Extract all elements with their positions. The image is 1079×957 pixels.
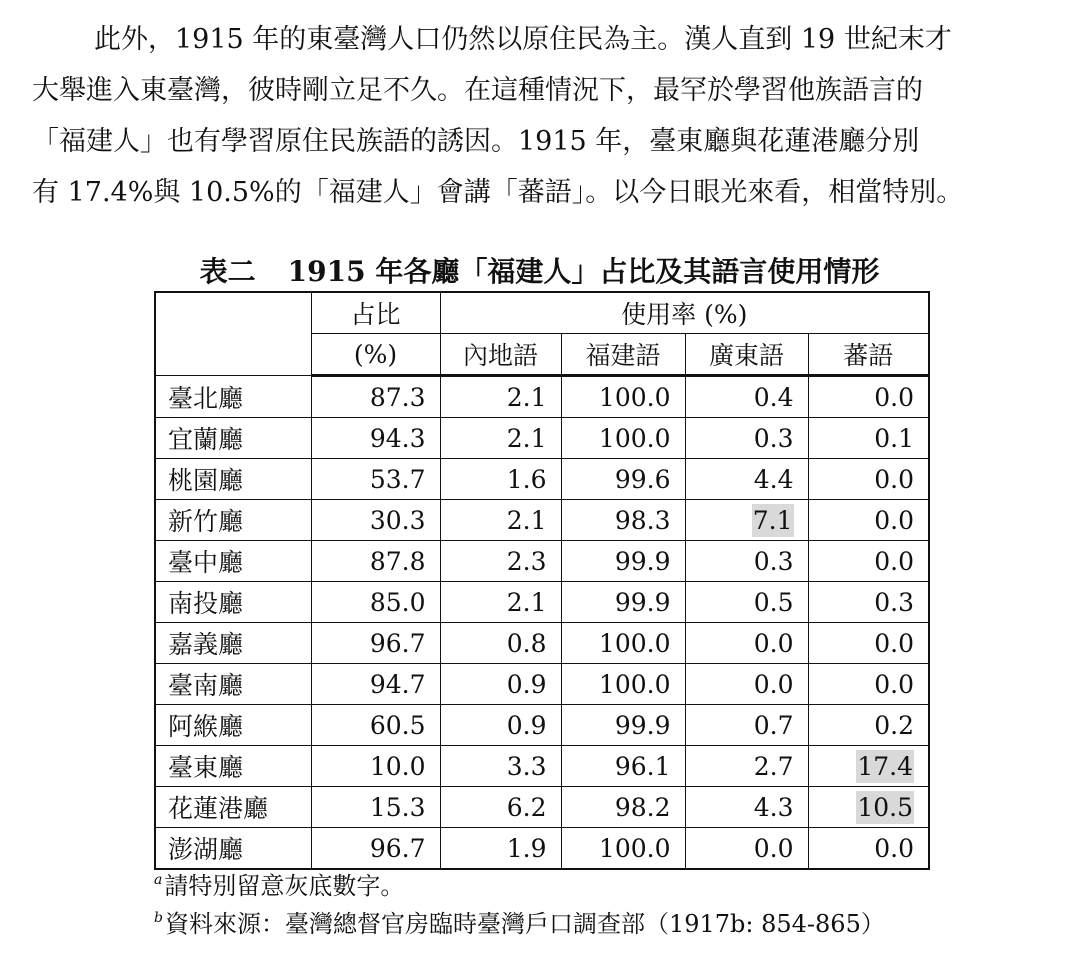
body-paragraph	[32, 14, 1050, 218]
row-district-name: 桃園廳	[155, 459, 311, 500]
row-usage-value	[808, 418, 929, 459]
row-usage-value	[561, 664, 685, 705]
row-usage-value	[685, 746, 808, 787]
share-header: 占比	[311, 292, 440, 334]
footnote-marker: b	[154, 910, 163, 926]
usage-value-text: 100.0	[598, 423, 671, 453]
row-usage-value	[440, 664, 561, 705]
usage-value-text: 0.0	[874, 546, 914, 576]
table-row	[155, 582, 929, 623]
usage-value-text: 0.0	[753, 669, 794, 699]
row-usage-value	[808, 623, 929, 664]
row-usage-value	[561, 582, 685, 623]
row-share-value: 94.3	[311, 418, 440, 459]
row-usage-value	[808, 664, 929, 705]
row-usage-value	[685, 664, 808, 705]
row-district-name: 阿緱廳	[155, 705, 311, 746]
footnote-text: 資料來源：臺灣總督官房臨時臺灣戶口調查部（1917b: 854-865）	[164, 910, 885, 938]
row-district-name: 臺北廳	[155, 376, 311, 418]
table-body	[155, 376, 929, 870]
row-usage-value	[685, 418, 808, 459]
row-usage-value	[808, 582, 929, 623]
row-usage-value	[685, 828, 808, 870]
row-share-value: 96.7	[311, 828, 440, 870]
usage-value-text: 0.0	[874, 382, 914, 412]
usage-value-text: 99.9	[614, 710, 671, 740]
usage-value-text: 2.3	[506, 546, 547, 576]
table-caption-label: 表二	[199, 255, 256, 288]
usage-value-text: 98.2	[614, 792, 671, 822]
row-usage-value	[685, 623, 808, 664]
row-usage-value	[440, 582, 561, 623]
row-district-name: 新竹廳	[155, 500, 311, 541]
footnote-a	[154, 866, 404, 901]
row-usage-value	[561, 541, 685, 582]
population-language-table	[154, 291, 930, 870]
usage-value-text: 2.1	[506, 505, 547, 535]
table-caption	[0, 250, 1079, 290]
row-district-name: 南投廳	[155, 582, 311, 623]
row-usage-value	[440, 705, 561, 746]
paragraph-line: 「福建人」也有學習原住民族語的誘因。1915 年，臺東廳與花蓮港廳分別	[32, 126, 920, 157]
usage-value-text: 2.1	[506, 382, 547, 412]
usage-value-text: 0.0	[753, 833, 794, 863]
row-usage-value	[808, 376, 929, 418]
usage-value-text: 99.6	[614, 464, 671, 494]
row-usage-value	[808, 500, 929, 541]
row-share-value: 87.3	[311, 376, 440, 418]
usage-value-text: 0.2	[874, 710, 914, 740]
row-district-name: 臺東廳	[155, 746, 311, 787]
table-row	[155, 459, 929, 500]
row-usage-value	[808, 746, 929, 787]
row-usage-value	[440, 459, 561, 500]
usage-value-text: 100.0	[598, 382, 671, 412]
row-usage-value	[685, 787, 808, 828]
row-usage-value	[808, 541, 929, 582]
row-share-value: 15.3	[311, 787, 440, 828]
usage-value-text: 2.1	[506, 423, 547, 453]
row-share-value: 96.7	[311, 623, 440, 664]
table-row	[155, 418, 929, 459]
usage-value-text: 0.4	[753, 382, 794, 412]
usage-value-text: 0.0	[874, 505, 914, 535]
row-usage-value	[808, 705, 929, 746]
usage-value-text: 0.7	[753, 710, 794, 740]
row-usage-value	[685, 500, 808, 541]
usage-value-text: 96.1	[614, 751, 671, 781]
table-row	[155, 623, 929, 664]
usage-header: 使用率 (%)	[440, 292, 929, 334]
usage-value-text: 0.9	[506, 669, 547, 699]
usage-value-text: 0.9	[506, 710, 547, 740]
footnote-b	[154, 904, 885, 939]
usage-value-text: 3.3	[506, 751, 547, 781]
usage-value-text: 100.0	[598, 833, 671, 863]
usage-value-text: 0.0	[874, 464, 914, 494]
highlighted-value: 7.1	[752, 505, 793, 535]
usage-value-text: 0.0	[874, 669, 914, 699]
usage-value-text: 0.0	[874, 628, 914, 658]
row-usage-value	[440, 500, 561, 541]
table-row	[155, 828, 929, 870]
table-row	[155, 541, 929, 582]
paragraph-line: 此外，1915 年的東臺灣人口仍然以原住民為主。漢人直到 19 世紀末才	[94, 24, 952, 55]
row-usage-value	[561, 623, 685, 664]
row-district-name: 宜蘭廳	[155, 418, 311, 459]
row-district-name: 臺中廳	[155, 541, 311, 582]
table-row	[155, 500, 929, 541]
usage-value-text: 1.9	[506, 833, 547, 863]
paragraph-line: 大舉進入東臺灣，彼時剛立足不久。在這種情況下，最罕於學習他族語言的	[32, 75, 923, 106]
row-usage-value	[440, 828, 561, 870]
usage-value-text: 100.0	[598, 669, 671, 699]
row-usage-value	[808, 828, 929, 870]
usage-value-text: 0.0	[753, 628, 794, 658]
share-unit-header: (%)	[311, 334, 440, 376]
usage-value-text: 1.6	[506, 464, 547, 494]
row-district-name: 臺南廳	[155, 664, 311, 705]
row-district-name: 嘉義廳	[155, 623, 311, 664]
highlighted-value: 10.5	[857, 792, 913, 822]
usage-value-text: 0.3	[753, 423, 794, 453]
row-share-value: 10.0	[311, 746, 440, 787]
usage-value-text: 0.3	[753, 546, 794, 576]
column-header-hokkien: 福建語	[561, 334, 685, 376]
table-row	[155, 746, 929, 787]
table-row	[155, 705, 929, 746]
usage-value-text: 99.9	[614, 587, 671, 617]
row-share-value: 94.7	[311, 664, 440, 705]
row-usage-value	[808, 459, 929, 500]
row-usage-value	[561, 828, 685, 870]
row-usage-value	[440, 541, 561, 582]
row-share-value: 60.5	[311, 705, 440, 746]
row-usage-value	[685, 541, 808, 582]
row-share-value: 87.8	[311, 541, 440, 582]
usage-value-text: 98.3	[614, 505, 671, 535]
column-header-aboriginal: 蕃語	[808, 334, 929, 376]
row-district-name: 花蓮港廳	[155, 787, 311, 828]
row-district-name: 澎湖廳	[155, 828, 311, 870]
row-usage-value	[561, 746, 685, 787]
usage-value-text: 6.2	[506, 792, 547, 822]
row-share-value: 30.3	[311, 500, 440, 541]
table-row	[155, 376, 929, 418]
row-usage-value	[685, 376, 808, 418]
row-usage-value	[685, 582, 808, 623]
paragraph-line: 有 17.4%與 10.5%的「福建人」會講「蕃語」。以今日眼光來看，相當特別。	[32, 177, 964, 208]
usage-value-text: 99.9	[614, 546, 671, 576]
footnote-text: 請特別留意灰底數字。	[164, 872, 405, 900]
row-usage-value	[561, 376, 685, 418]
row-usage-value	[561, 500, 685, 541]
footnote-marker: a	[154, 872, 163, 888]
row-usage-value	[440, 376, 561, 418]
usage-value-text: 0.5	[753, 587, 794, 617]
row-share-value: 53.7	[311, 459, 440, 500]
row-usage-value	[440, 623, 561, 664]
row-usage-value	[440, 418, 561, 459]
row-usage-value	[808, 787, 929, 828]
column-header-mainland: 內地語	[440, 334, 561, 376]
row-usage-value	[685, 459, 808, 500]
usage-value-text: 4.3	[753, 792, 794, 822]
usage-value-text: 2.1	[506, 587, 547, 617]
highlighted-value: 17.4	[857, 751, 913, 781]
row-usage-value	[561, 418, 685, 459]
column-header-cantonese: 廣東語	[685, 334, 808, 376]
header-corner-cell	[155, 292, 311, 376]
row-usage-value	[561, 705, 685, 746]
row-usage-value	[561, 787, 685, 828]
row-usage-value	[440, 746, 561, 787]
usage-value-text: 0.3	[874, 587, 914, 617]
row-usage-value	[561, 459, 685, 500]
row-usage-value	[685, 705, 808, 746]
usage-value-text: 4.4	[753, 464, 794, 494]
table-caption-title: 1915 年各廳「福建人」占比及其語言使用情形	[287, 255, 880, 288]
usage-value-text: 100.0	[598, 628, 671, 658]
row-usage-value	[440, 787, 561, 828]
usage-value-text: 0.0	[874, 833, 914, 863]
usage-value-text: 0.1	[874, 423, 914, 453]
usage-value-text: 2.7	[753, 751, 794, 781]
table-row	[155, 664, 929, 705]
usage-value-text: 0.8	[506, 628, 547, 658]
table-row	[155, 787, 929, 828]
row-share-value: 85.0	[311, 582, 440, 623]
